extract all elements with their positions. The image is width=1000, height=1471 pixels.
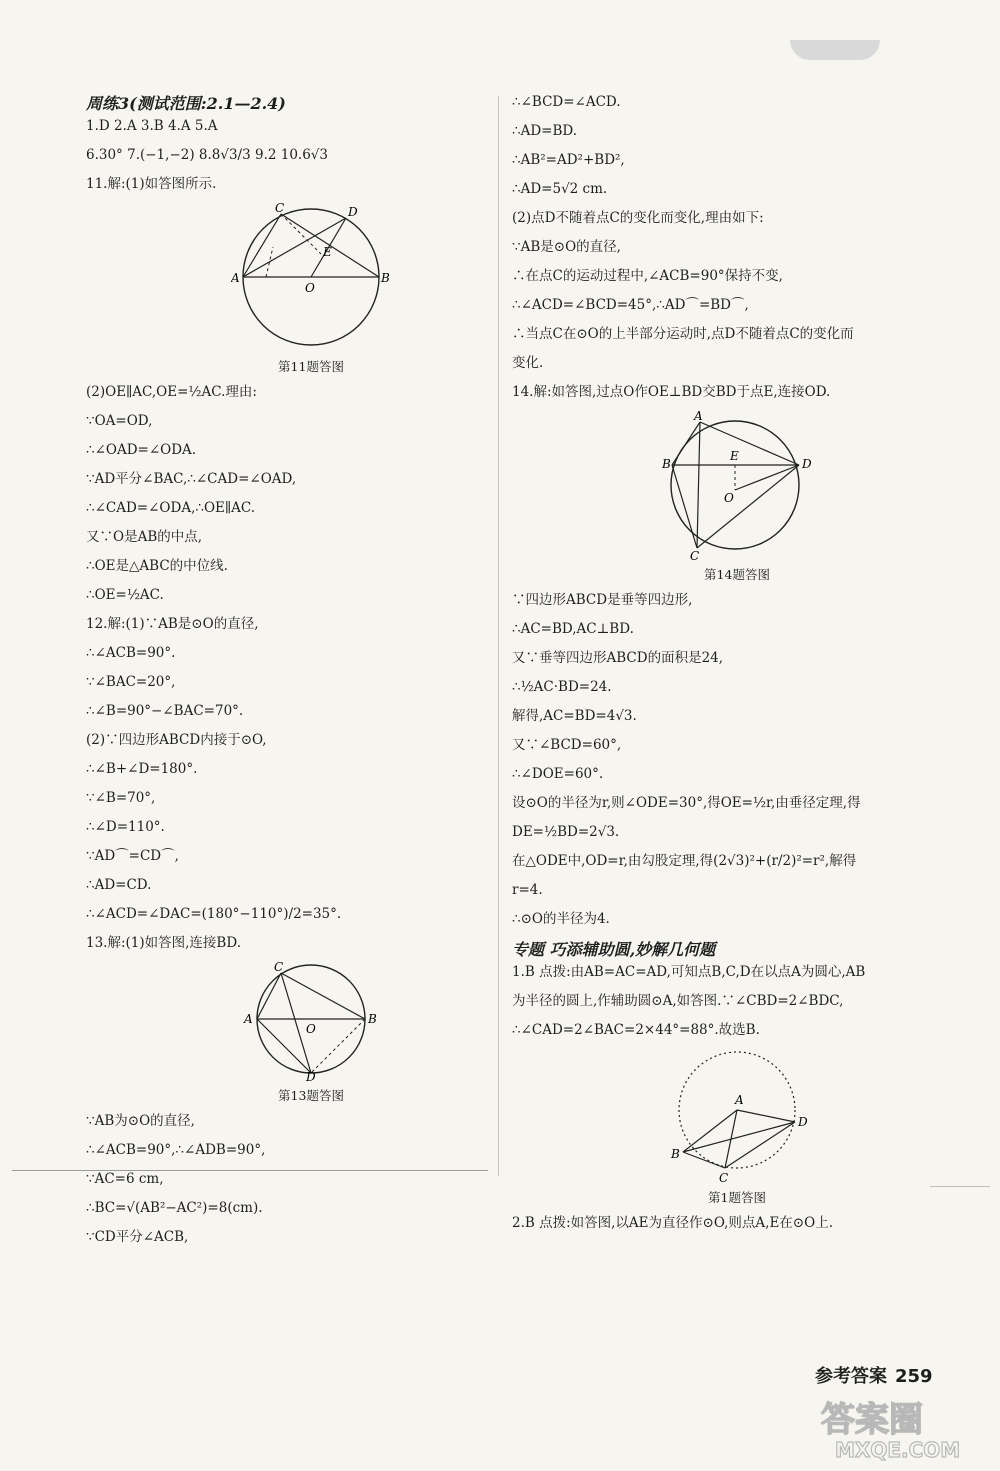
label-A: A	[231, 271, 240, 285]
answer-line: 13.解:(1)如答图,连接BD.	[86, 935, 241, 951]
answer-line: ∴AD=5√2 cm.	[512, 181, 608, 197]
answer-line: ∵AB为⊙O的直径,	[86, 1113, 195, 1129]
section-title: 周练3(测试范围:2.1—2.4)	[86, 94, 286, 113]
answer-line: ∴在点C的运动过程中,∠ACB=90°保持不变,	[512, 268, 783, 284]
answer-line: ∵AD⌒=CD⌒,	[86, 848, 179, 864]
answer-line: (2)OE∥AC,OE=½AC.理由:	[86, 384, 257, 400]
answer-line: ∴当点C在⊙O的上半部分运动时,点D不随着点C的变化而	[512, 326, 854, 342]
page-footer	[815, 1362, 933, 1388]
figure-1	[657, 1048, 817, 1183]
label-E: E	[730, 449, 739, 463]
answer-line: ∴AC=BD,AC⊥BD.	[512, 621, 634, 637]
answer-line: ∴∠CAD=2∠BAC=2×44°=88°.故选B.	[512, 1022, 760, 1038]
answer-line: ∵CD平分∠ACB,	[86, 1229, 189, 1245]
answer-line: ∵∠BAC=20°,	[86, 674, 176, 690]
label-A: A	[735, 1093, 744, 1107]
answer-line: ∵∠B=70°,	[86, 790, 156, 806]
answer-line: 12.解:(1)∵AB是⊙O的直径,	[86, 616, 259, 632]
answer-line: ∵AC=6 cm,	[86, 1171, 164, 1187]
label-C: C	[719, 1171, 729, 1183]
answer-line: ∴∠BCD=∠ACD.	[512, 94, 621, 110]
watermark-text: 答案圈	[821, 1400, 923, 1440]
answer-line: 11.解:(1)如答图所示.	[86, 176, 217, 192]
answer-line: ∴∠ACD=∠DAC=(180°−110°)/2=35°.	[86, 906, 342, 922]
answer-line: (2)∵四边形ABCD内接于⊙O,	[86, 732, 267, 748]
answer-line: ∴AD=BD.	[512, 123, 578, 139]
figure-caption: 第1题答图	[708, 1190, 766, 1205]
answer-line: ∴OE是△ABC的中位线.	[86, 558, 228, 574]
watermark-logo	[815, 1395, 985, 1463]
answer-line: ∵AD平分∠BAC,∴∠CAD=∠OAD,	[86, 471, 297, 487]
label-B: B	[381, 271, 390, 285]
answer-line: ∴∠B=90°−∠BAC=70°.	[86, 703, 244, 719]
label-D: D	[306, 1070, 316, 1081]
label-D: D	[348, 205, 358, 219]
answer-line: ∴½AC·BD=24.	[512, 679, 612, 695]
answer-line: 又∵垂等四边形ABCD的面积是24,	[512, 650, 724, 666]
label-O: O	[306, 1022, 316, 1036]
figure-caption: 第14题答图	[704, 567, 770, 582]
page-divider	[12, 1170, 488, 1171]
answer-line: 变化.	[512, 355, 544, 371]
topic-title: 专题 巧添辅助圆,妙解几何题	[512, 940, 716, 959]
answer-line: 又∵∠BCD=60°,	[512, 737, 622, 753]
answer-line: ∵四边形ABCD是垂等四边形,	[512, 592, 693, 608]
label-C: C	[274, 961, 284, 974]
answer-line: ∴∠D=110°.	[86, 819, 165, 835]
answer-line: ∴∠OAD=∠ODA.	[86, 442, 197, 458]
answer-line: 14.解:如答图,过点O作OE⊥BD交BD于点E,连接OD.	[512, 384, 831, 400]
answer-line: ∴∠DOE=60°.	[512, 766, 604, 782]
header-decoration	[790, 40, 880, 60]
label-D: D	[802, 457, 812, 471]
figure-caption: 第13题答图	[278, 1088, 344, 1103]
answer-line: ∵OA=OD,	[86, 413, 153, 429]
answer-line: 又∵O是AB的中点,	[86, 529, 203, 545]
figure-14	[662, 410, 812, 560]
label-O: O	[724, 491, 734, 505]
figure-11	[231, 202, 391, 352]
answer-line: 为半径的圆上,作辅助圆⊙A,如答图.∵∠CBD=2∠BDC,	[512, 993, 844, 1009]
answer-line: (2)点D不随着点C的变化而变化,理由如下:	[512, 210, 764, 226]
answer-line: ∴BC=√(AB²−AC²)=8(cm).	[86, 1200, 263, 1216]
label-B: B	[662, 457, 671, 471]
answer-line: DE=½BD=2√3.	[512, 824, 620, 840]
left-column	[86, 92, 536, 1247]
watermark-url: MXQE.COM	[835, 1438, 961, 1462]
answer-line: ∴∠B+∠D=180°.	[86, 761, 198, 777]
page-number: 259	[895, 1366, 933, 1387]
label-B: B	[368, 1012, 377, 1026]
footer-label: 参考答案	[815, 1366, 887, 1387]
answer-line: r=4.	[512, 882, 543, 898]
answer-line: 解得,AC=BD=4√3.	[512, 708, 637, 724]
answer-line: 1.B 点拨:由AB=AC=AD,可知点B,C,D在以点A为圆心,AB	[512, 964, 866, 980]
label-A: A	[694, 410, 703, 423]
answer-line: ∴∠ACB=90°.	[86, 645, 176, 661]
answer-line: 在△ODE中,OD=r,由勾股定理,得(2√3)²+(r/2)²=r²,解得	[512, 853, 857, 869]
figure-caption: 第11题答图	[278, 359, 344, 374]
answer-line: ∵AB是⊙O的直径,	[512, 239, 621, 255]
label-B: B	[671, 1147, 680, 1161]
answer-line: ∴AB²=AD²+BD²,	[512, 152, 625, 168]
label-D: D	[798, 1115, 808, 1129]
answer-line: ∴∠ACB=90°,∴∠ADB=90°,	[86, 1142, 266, 1158]
answer-line: ∴∠CAD=∠ODA,∴OE∥AC.	[86, 500, 255, 516]
label-C: C	[275, 202, 285, 215]
answer-line: 1.D 2.A 3.B 4.A 5.A	[86, 118, 218, 134]
answer-line: ∴OE=½AC.	[86, 587, 164, 603]
answer-line: 2.B 点拨:如答图,以AE为直径作⊙O,则点A,E在⊙O上.	[512, 1215, 833, 1231]
label-O: O	[305, 281, 315, 295]
right-column	[512, 92, 962, 1233]
answer-line: 设⊙O的半径为r,则∠ODE=30°,得OE=½r,由垂径定理,得	[512, 795, 861, 811]
label-A: A	[244, 1012, 253, 1026]
answer-line: 6.30° 7.(−1,−2) 8.8√3/3 9.2 10.6√3	[86, 147, 328, 163]
answer-line: ∴∠ACD=∠BCD=45°,∴AD⌒=BD⌒,	[512, 297, 749, 313]
label-E: E	[323, 245, 332, 259]
figure-13	[236, 961, 386, 1081]
answer-line: ∴⊙O的半径为4.	[512, 911, 610, 927]
answer-line: ∴AD=CD.	[86, 877, 152, 893]
label-C: C	[690, 549, 700, 560]
